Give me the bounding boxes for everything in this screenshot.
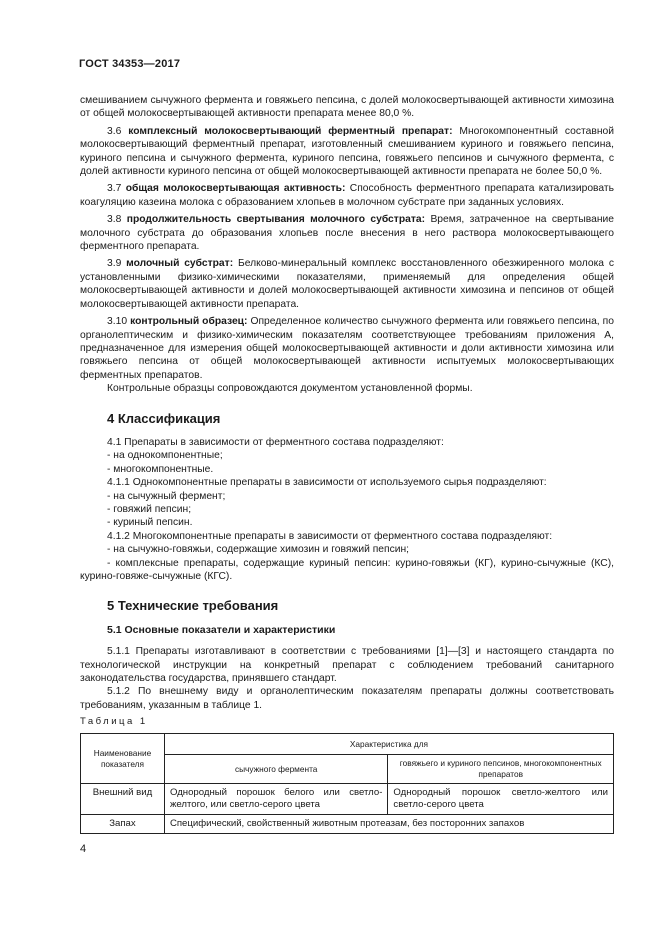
page-number: 4 [80, 843, 87, 855]
list-item: - на сычужный фермент; [107, 490, 226, 502]
definition-term: комплексный молокосвертывающий ферментный препарат: [128, 125, 453, 137]
list-item: - комплексные препараты, содержащие куриный пепсин: курино-говяжьи (КГ), курино-сычужные (КС), курино-говяже-сычужные (КГС). [80, 557, 614, 582]
definition-3-9 [80, 257, 614, 311]
document-body [80, 94, 614, 712]
document-header: ГОСТ 34353—2017 [79, 58, 181, 70]
definition-text: Время, затраченное на свертывание молочного субстрата до образования хлопьев после внесения в него раствора молокосвертывающего ферментного препарата. [80, 214, 614, 253]
definition-3-7 [80, 182, 614, 209]
section-5-heading: 5 Технические требования [107, 598, 279, 614]
table-row [81, 784, 614, 815]
definition-number: 3.6 [107, 125, 122, 137]
paragraph-control-samples: Контрольные образцы сопровождаются документом установленной формы. [107, 383, 473, 395]
definition-number: 3.9 [107, 258, 122, 270]
header-rennet: сычужного фермента [164, 755, 387, 784]
paragraph-5-1-2: 5.1.2 По внешнему виду и органолептическим показателям препараты должны соответствовать требованиям, указанным в таблице 1. [80, 686, 614, 711]
header-indicator-name: Наименование показателя [81, 734, 165, 784]
paragraph-4-1-2: 4.1.2 Многокомпонентные препараты в зависимости от ферментного состава подразделяют: [107, 530, 553, 542]
header-pepsins: говяжьего и куриного пепсинов, многокомпонентных препаратов [388, 755, 614, 784]
list-item: - на сычужно-говяжьи, содержащие химозин и говяжий пепсин; [107, 544, 410, 556]
definition-text: Способность ферментного препарата катализировать коагуляцию казеина молока с образованием хлопьев в молочном субстрате при заданных условиях. [80, 183, 614, 208]
subsection-5-1-heading: 5.1 Основные показатели и характеристики [107, 623, 336, 636]
definition-text: Определенное количество сычужного фермента или говяжьего пепсина, по органолептическим и физико-химическим показателям соответствующее требованиям приложения А, предназначенное для измерения общей молокосвертывающей активности и доли активности химозина или говяжьего пепсина от общей молокосвертывающей активности испытуемых молокосвертывающих ферментных препаратов. [80, 316, 614, 381]
definition-text: Многокомпонентный составной молокосвертывающий ферментный препарат, изготовленный смешиванием куриного и говяжьего пепсина, куриного пепсина и сычужного фермента, куриного пепсина, говяжьего пепсинов и сычужного фермента, с долей активности куриного пепсина от общей молокосвертывающей активности препарата не более 50,0 %. [80, 125, 614, 178]
list-item: - многокомпонентные. [107, 463, 214, 475]
list-item: - говяжий пепсин; [107, 503, 192, 515]
header-characteristic: Характеристика для [164, 734, 613, 755]
definition-number: 3.7 [107, 183, 122, 195]
list-item: - на однокомпонентные; [107, 450, 223, 462]
definition-number: 3.8 [107, 214, 122, 226]
definition-3-10 [80, 315, 614, 382]
row-cell: Однородный порошок светло-желтого или светло-серого цвета [388, 784, 614, 815]
section-4-heading: 4 Классификация [107, 410, 221, 426]
row-cell-merged: Специфический, свойственный животным протеазам, без посторонних запахов [164, 815, 613, 834]
table-caption: Таблица 1 [80, 716, 148, 727]
row-name: Внешний вид [81, 784, 165, 815]
paragraph-5-1-1: 5.1.1 Препараты изготавливают в соответствии с требованиями [1]—[3] и настоящего стандарта по технологической инструкции на конкретный препарат с соблюдением требований санитарного законодательства государства, принявшего стандарт. [80, 646, 614, 685]
table-1 [80, 733, 614, 834]
definition-number: 3.10 [107, 316, 128, 328]
row-cell: Однородный порошок белого или светло-желтого, или светло-серого цвета [164, 784, 387, 815]
list-item: - куриный пепсин. [107, 517, 193, 529]
definition-term: продолжительность свертывания молочного субстрата: [126, 214, 426, 226]
definition-term: общая молокосвертывающая активность: [125, 183, 346, 195]
paragraph-intro: смешиванием сычужного фермента и говяжьего пепсина, с долей молокосвертывающей активности химозина от общей молокосвертывающей активности препарата менее 80,0 %. [80, 95, 614, 120]
paragraph-4-1: 4.1 Препараты в зависимости от ферментного состава подразделяют: [107, 436, 444, 448]
definition-3-6 [80, 125, 614, 179]
table-row [81, 815, 614, 834]
definition-text: Белково-минеральный комплекс восстановленного обезжиренного молока с установленными физико-химическими показателями, применяемый для определения общей молокосвертывающей активности и долей молокосвертывающей активности химозина и пепсинов от общей молокосвертывающей активности препарата. [80, 258, 614, 310]
row-name: Запах [81, 815, 165, 834]
definition-term: контрольный образец: [130, 316, 248, 328]
definition-3-8 [80, 213, 614, 253]
table-header-row [81, 734, 614, 755]
definition-term: молочный субстрат: [126, 258, 234, 270]
paragraph-4-1-1: 4.1.1 Однокомпонентные препараты в зависимости от используемого сырья подразделяют: [107, 477, 547, 489]
